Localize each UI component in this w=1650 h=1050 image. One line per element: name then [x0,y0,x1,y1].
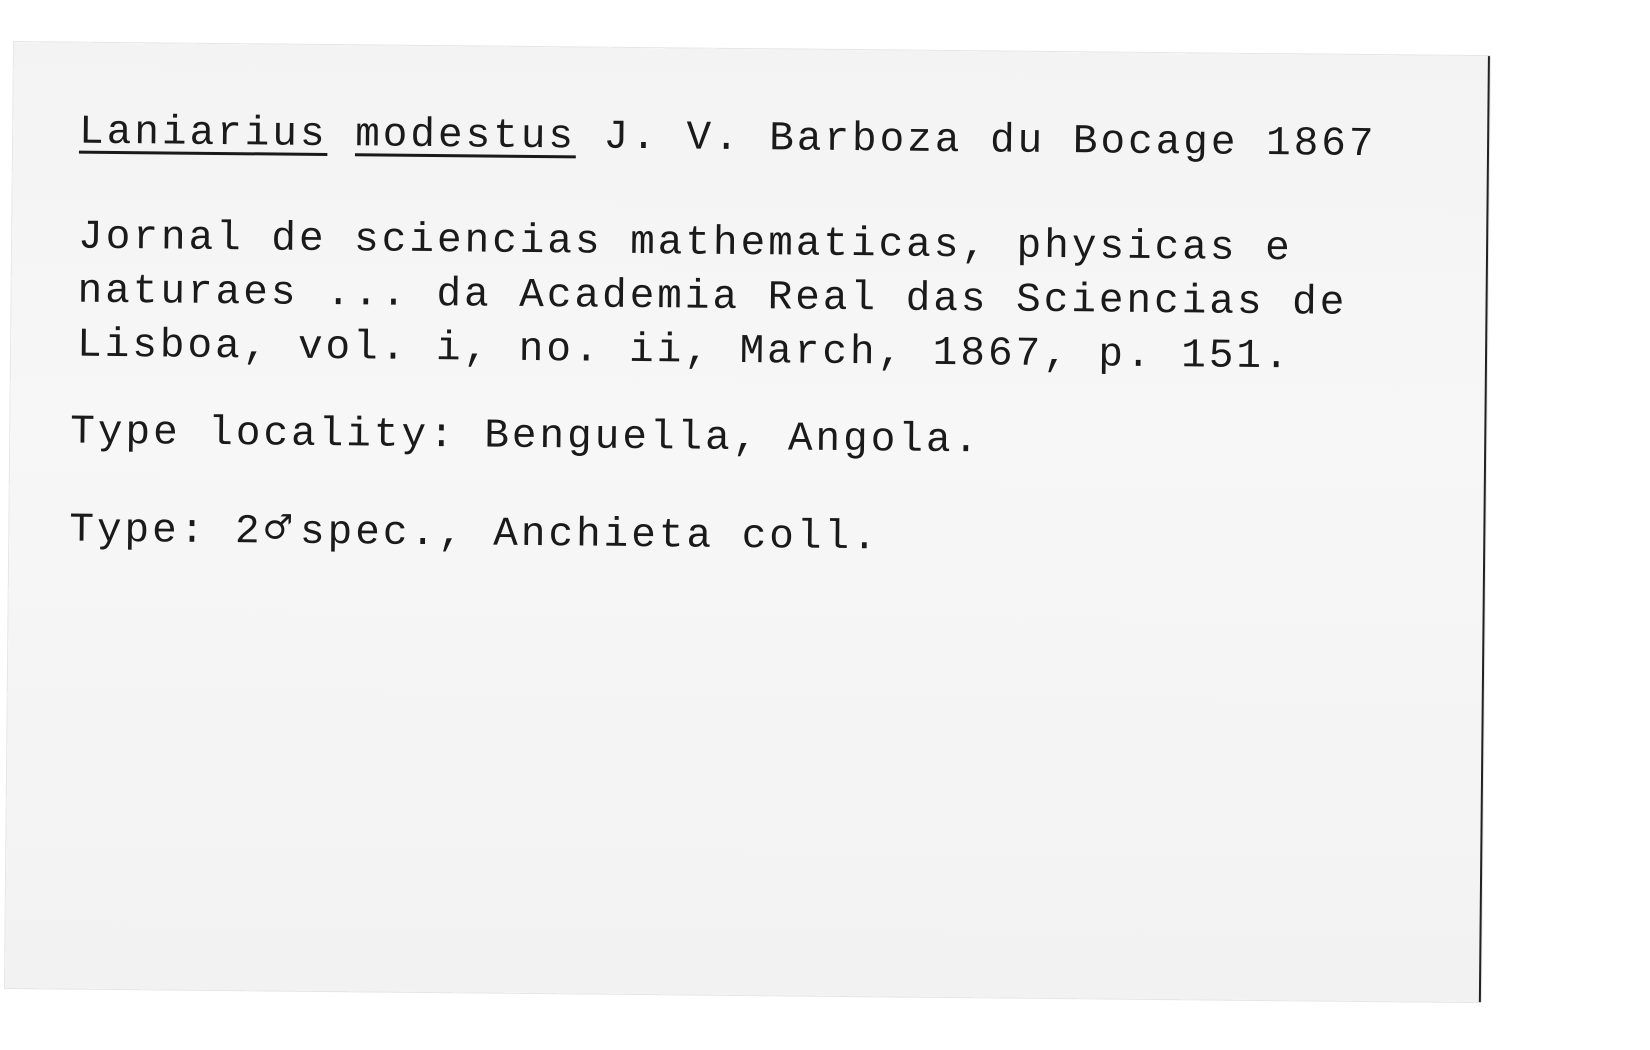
type-rest: spec., Anchieta coll. [299,509,880,562]
reference-line-3: Lisboa, vol. i, no. ii, March, 1867, p. 151. [76,322,1292,381]
authority: J. V. Barboza du Bocage 1867 [603,114,1377,169]
reference-line-2: naturaes ... da Academia Real das Sciencias de [77,268,1348,327]
title-line [78,109,1377,169]
type-locality: Type locality: Benguella, Angola. [70,409,982,465]
genus-name: Laniarius [78,109,328,159]
type-prefix: Type: 2 [69,507,263,556]
reference-line-1: Jornal de sciencias mathematicas, physicas e [77,214,1293,273]
species-name: modestus [354,112,577,161]
type-specimen-line [69,507,880,562]
reference-citation [77,211,1348,385]
male-symbol: ♂ [262,507,297,548]
specimen-index-card [5,42,1490,1002]
